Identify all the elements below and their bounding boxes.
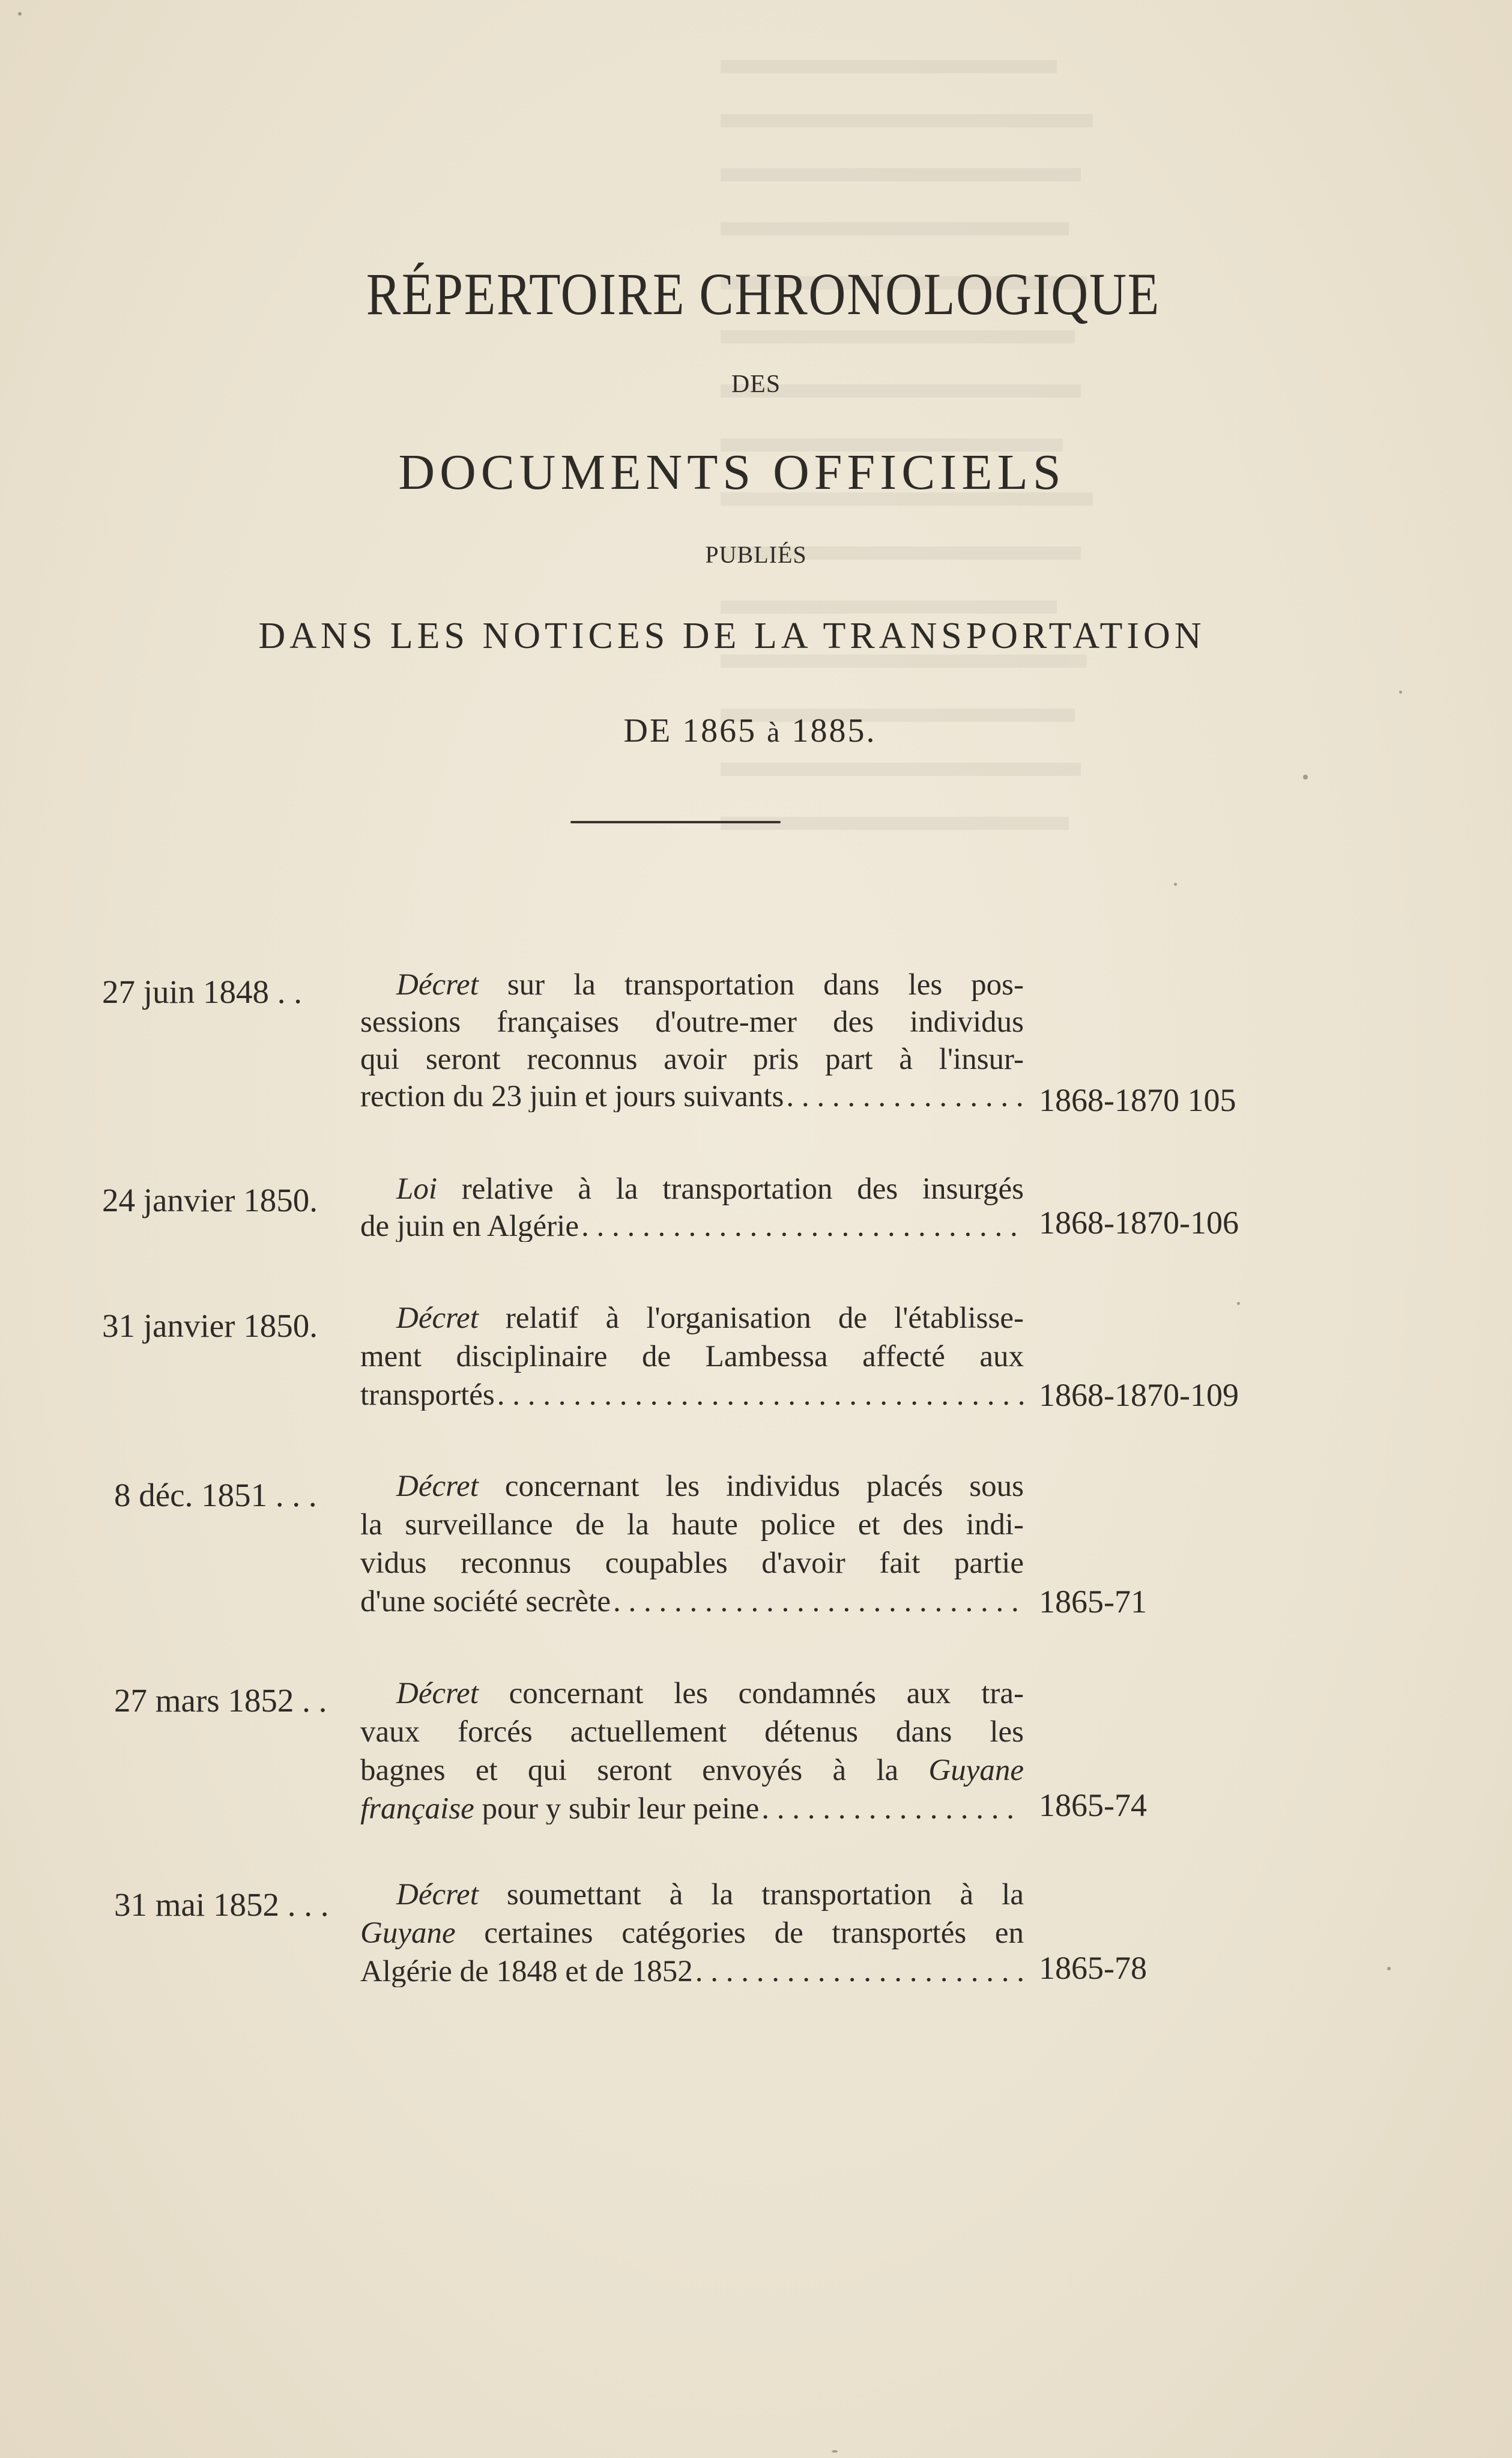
entry-text-line: qui seront reconnus avoir pris part à l'insur-	[360, 1043, 1024, 1076]
title-line-notices: DANS LES NOTICES DE LA TRANSPORTATION	[258, 616, 1206, 656]
paper-speck	[1303, 775, 1308, 779]
entry-text-line: Décret sur la transportation dans les pos-	[396, 968, 1024, 1002]
entry-kind: Décret	[396, 1301, 479, 1335]
italic-place-guyane: Guyane	[928, 1754, 1024, 1787]
paper-speck	[1399, 691, 1402, 694]
page-subtitle: DOCUMENTS OFFICIELS	[398, 444, 1066, 500]
dot-leader	[695, 1957, 1024, 1987]
entry-text-line: Décret concernant les condamnés aux tra-	[396, 1677, 1024, 1710]
entry-reference: 1868-1870-106	[1039, 1205, 1239, 1241]
dot-leader	[786, 1082, 1024, 1112]
entry-date: 27 juin 1848 . .	[102, 973, 303, 1010]
entry-text-line: la surveillance de la haute police et des indi-	[360, 1508, 1024, 1542]
entry-text-line: rection du 23 juin et jours suivants . . .	[360, 1082, 1024, 1112]
entry-reference: 1865-71	[1039, 1584, 1147, 1620]
entry-text-line: Guyane certaines catégories de transportés en	[360, 1916, 1024, 1950]
italic-place-francaise: française	[360, 1794, 474, 1824]
entry-reference: 1865-74	[1039, 1787, 1147, 1823]
dot-leader	[581, 1211, 1024, 1242]
entry-date: 31 janvier 1850.	[102, 1307, 318, 1344]
title-divider	[570, 821, 781, 823]
entry-date: 8 déc. 1851 . . .	[114, 1477, 317, 1513]
entry-text-line: sessions françaises d'outre-mer des individus	[360, 1005, 1024, 1039]
paper-speck	[1174, 883, 1177, 886]
entry-text-line: Décret soumettant à la transportation à la	[396, 1878, 1024, 1912]
entry-reference: 1868-1870-109	[1039, 1377, 1239, 1413]
date-range-connector: à	[767, 716, 782, 748]
entry-kind: Décret	[396, 968, 479, 1002]
entry-text-line: Décret relatif à l'organisation de l'établisse-	[396, 1301, 1024, 1335]
paper-speck	[1387, 1967, 1391, 1970]
date-range-end: 1885.	[791, 712, 877, 749]
entry-date: 31 mai 1852 . . .	[114, 1886, 329, 1923]
entry-reference: 1865-78	[1039, 1950, 1147, 1986]
italic-place-guyane: Guyane	[360, 1916, 456, 1950]
paper-speck	[18, 12, 22, 16]
entry-text-line: de juin en Algérie . . .	[360, 1211, 1024, 1242]
title-connector-des: DES	[731, 371, 781, 398]
dot-leader	[497, 1380, 1024, 1411]
dot-leader	[613, 1587, 1024, 1617]
entry-date: 24 janvier 1850.	[102, 1182, 318, 1218]
date-range-start: DE 1865	[623, 712, 757, 749]
entry-text-line: Décret concernant les individus placés sous	[396, 1470, 1024, 1503]
page-title: RÉPERTOIRE CHRONOLOGIQUE	[366, 261, 1161, 327]
entry-kind: Loi	[396, 1172, 438, 1206]
dot-leader	[761, 1794, 1024, 1824]
entry-text-line: transportés . . .	[360, 1380, 1024, 1411]
entry-text-line: vaux forcés actuellement détenus dans les	[360, 1715, 1024, 1749]
entry-text-line: bagnes et qui seront envoyés à la Guyane	[360, 1754, 1024, 1787]
entry-text-line: Loi relative à la transportation des insurgés	[396, 1172, 1024, 1206]
entry-kind: Décret	[396, 1878, 479, 1912]
entry-text-line: française pour y subir leur peine . . .	[360, 1794, 1024, 1824]
entry-kind: Décret	[396, 1470, 479, 1503]
entry-kind: Décret	[396, 1677, 479, 1710]
entry-text-line: d'une société secrète . . .	[360, 1587, 1024, 1617]
paper-speck	[832, 2450, 838, 2453]
paper-speck	[1237, 1302, 1240, 1305]
entry-text-line: vidus reconnus coupables d'avoir fait partie	[360, 1546, 1024, 1580]
entry-text-line: ment disciplinaire de Lambessa affecté aux	[360, 1340, 1024, 1373]
entry-text-line: Algérie de 1848 et de 1852 . . .	[360, 1957, 1024, 1987]
title-date-range	[0, 712, 1506, 750]
title-connector-publies: PUBLIÉS	[705, 541, 807, 568]
entry-reference: 1868-1870 105	[1039, 1082, 1236, 1118]
entry-date: 27 mars 1852 . .	[114, 1682, 327, 1719]
